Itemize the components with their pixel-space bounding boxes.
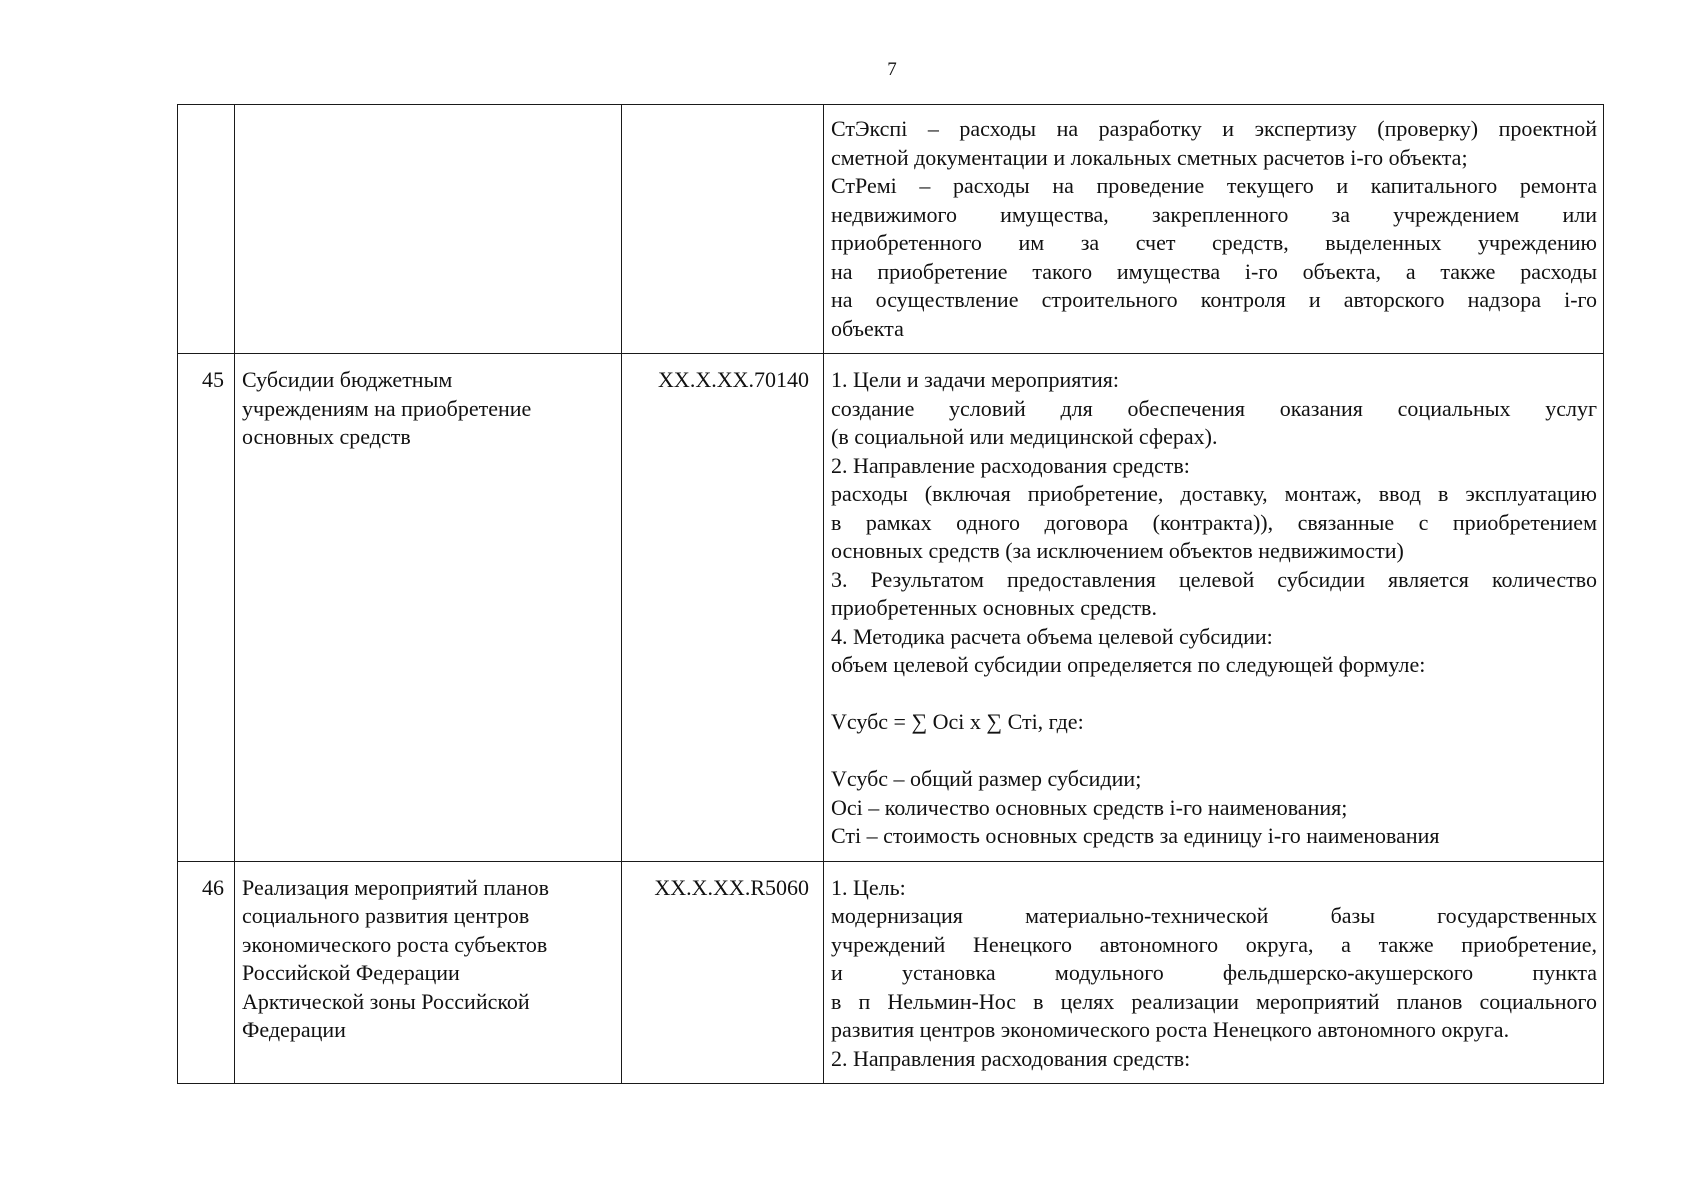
row-description-cell xyxy=(824,861,1604,1084)
row-number-cell: 46 xyxy=(178,861,235,1084)
row-code-cell: XX.X.XX.R5060 xyxy=(622,861,824,1084)
description-line: (в социальной или медицинской сферах). xyxy=(831,424,1218,449)
name-line: экономического роста субъектов xyxy=(242,931,548,957)
row-name-cell xyxy=(235,861,622,1084)
description-line: в рамках одного договора (контракта)), связанные с приобретением xyxy=(831,509,1597,535)
row-name-cell xyxy=(235,105,622,354)
row-number-cell xyxy=(178,105,235,354)
row-name-cell xyxy=(235,354,622,862)
table-row-continuation xyxy=(178,105,1604,354)
description-line: 2. Направление расходования средств: xyxy=(831,452,1190,478)
blank-line xyxy=(831,737,1597,766)
description-line: Vсубс – общий размер субсидии; xyxy=(831,766,1142,791)
description-line: сметной документации и локальных сметных расчетов i-го объекта; xyxy=(831,144,1468,170)
description-line: на приобретение такого имущества i-го объекта, а также расходы xyxy=(831,258,1597,284)
description-line: модернизация материально-технической базы государственных xyxy=(831,903,1597,928)
name-line: Реализация мероприятий планов xyxy=(242,874,550,900)
description-line: на осуществление строительного контроля и авторского надзора i-го xyxy=(831,287,1597,312)
description-line: расходы (включая приобретение, доставку, монтаж, ввод в эксплуатацию xyxy=(831,481,1597,506)
name-line: основных средств xyxy=(242,424,411,449)
description-line: 1. Цель: xyxy=(831,874,906,900)
description-line: Осi – количество основных средств i-го наименования; xyxy=(831,794,1348,820)
name-line: учреждениям на приобретение xyxy=(242,395,532,421)
description-line: создание условий для обеспечения оказания социальных услуг xyxy=(831,395,1597,421)
description-line: и установка модульного фельдшерско-акушерского пункта xyxy=(831,960,1597,985)
row-code-cell xyxy=(622,105,824,354)
description-line: СтРемi – расходы на проведение текущего и капитального ремонта xyxy=(831,173,1597,198)
description-line: 2. Направления расходования средств: xyxy=(831,1045,1191,1071)
row-number-cell: 45 xyxy=(178,354,235,862)
name-line: Российской Федерации xyxy=(242,960,460,985)
row-description-cell xyxy=(824,105,1604,354)
formula-line: Vсубс = ∑ Осi х ∑ Стi, где: xyxy=(831,709,1084,734)
name-line: Федерации xyxy=(242,1017,346,1042)
description-line: 3. Результатом предоставления целевой субсидии является количество xyxy=(831,566,1597,592)
blank-line xyxy=(831,680,1597,709)
description-line: основных средств (за исключением объектов недвижимости) xyxy=(831,538,1404,563)
table-row-45 xyxy=(178,354,1604,862)
description-line: объекта xyxy=(831,315,904,341)
description-line: развития центров экономического роста Ненецкого автономного округа. xyxy=(831,1017,1510,1042)
description-line: приобретенных основных средств. xyxy=(831,595,1157,620)
description-line: приобретенного им за счет средств, выделенных учреждению xyxy=(831,230,1597,255)
subsidies-table xyxy=(177,104,1604,1084)
row-code-cell: XX.X.XX.70140 xyxy=(622,354,824,862)
description-line: 1. Цели и задачи мероприятия: xyxy=(831,367,1120,392)
description-line: учреждений Ненецкого автономного округа, а также приобретение, xyxy=(831,931,1597,957)
description-line: в п Нельмин-Нос в целях реализации мероприятий планов социального xyxy=(831,988,1597,1014)
description-line: объем целевой субсидии определяется по следующей формуле: xyxy=(831,652,1426,677)
description-line: недвижимого имущества, закрепленного за учреждением или xyxy=(831,201,1597,227)
description-line: 4. Методика расчета объема целевой субсидии: xyxy=(831,623,1273,649)
name-line: социального развития центров xyxy=(242,903,530,928)
row-description-cell xyxy=(824,354,1604,862)
page-number: 7 xyxy=(887,59,897,80)
name-line: Субсидии бюджетным xyxy=(242,367,453,392)
name-line: Арктической зоны Российской xyxy=(242,988,530,1014)
table-row-46 xyxy=(178,861,1604,1084)
description-line: Стi – стоимость основных средств за единицу i-го наименования xyxy=(831,823,1440,848)
description-line: СтЭкспi – расходы на разработку и экспертизу (проверку) проектной xyxy=(831,116,1597,141)
